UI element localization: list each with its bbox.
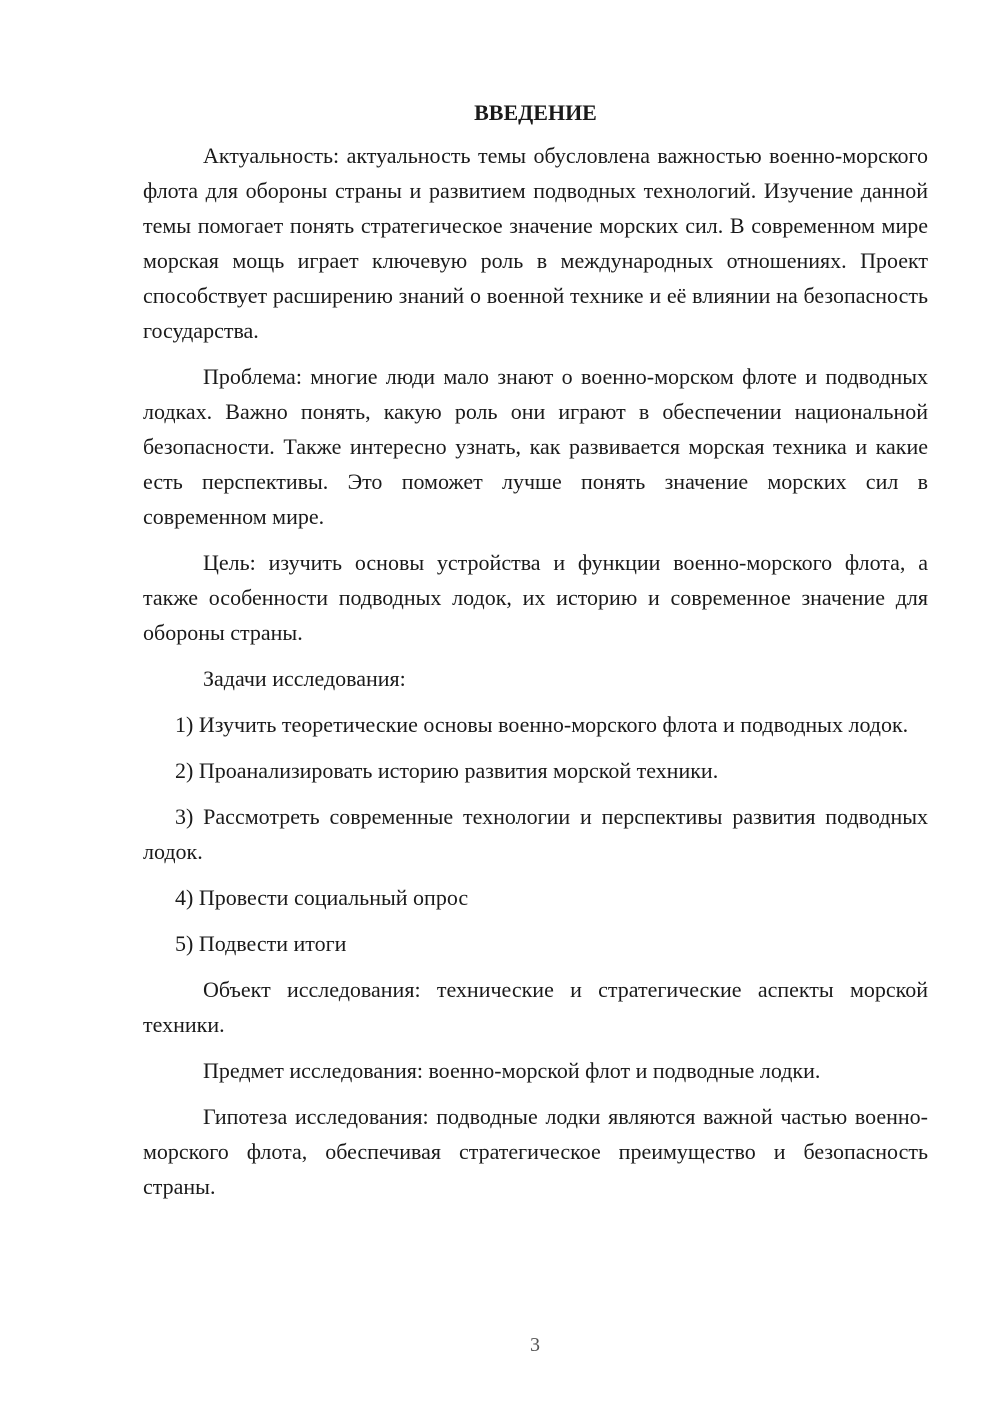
task-item-3: 3) Рассмотреть современные технологии и перспективы развития подводных лодок. [143, 804, 928, 864]
paragraph-goal: Цель: изучить основы устройства и функции военно-морского флота, а также особенности подводных лодок, их историю и современное значение для обороны страны. [143, 550, 928, 645]
paragraph-problem: Проблема: многие люди мало знают о военно-морском флоте и подводных лодках. Важно понять, какую роль они играют в обеспечении национальной безопасности. Также интересно узнать, как развивается морская техника и какие есть перспективы. Это поможет лучше понять значение морских сил в современном мире. [143, 364, 928, 529]
task-item-5: 5) Подвести итоги [175, 931, 347, 956]
tasks-heading: Задачи исследования: [203, 666, 406, 691]
task-item-1: 1) Изучить теоретические основы военно-морского флота и подводных лодок. [175, 712, 909, 737]
paragraph-subject: Предмет исследования: военно-морской флот и подводные лодки. [203, 1058, 821, 1083]
task-item-4: 4) Провести социальный опрос [175, 885, 469, 910]
task-item-2: 2) Проанализировать историю развития морской техники. [175, 758, 719, 783]
paragraph-object: Объект исследования: технические и стратегические аспекты морской техники. [143, 977, 928, 1037]
paragraph-hypothesis: Гипотеза исследования: подводные лодки являются важной частью военно-морского флота, обеспечивая стратегическое преимущество и безопасность страны. [143, 1104, 928, 1199]
section-title: ВВЕДЕНИЕ [474, 100, 597, 125]
paragraph-relevance: Актуальность: актуальность темы обусловлена важностью военно-морского флота для обороны страны и развитием подводных технологий. Изучение данной темы помогает понять стратегическое значение морских сил. В современном мире морская мощь играет ключевую роль в международных отношениях. Проект способствует расширению знаний о военной технике и её влиянии на безопасность государства. [143, 143, 928, 343]
page-number: 3 [530, 1334, 540, 1356]
page-content [143, 95, 928, 1215]
